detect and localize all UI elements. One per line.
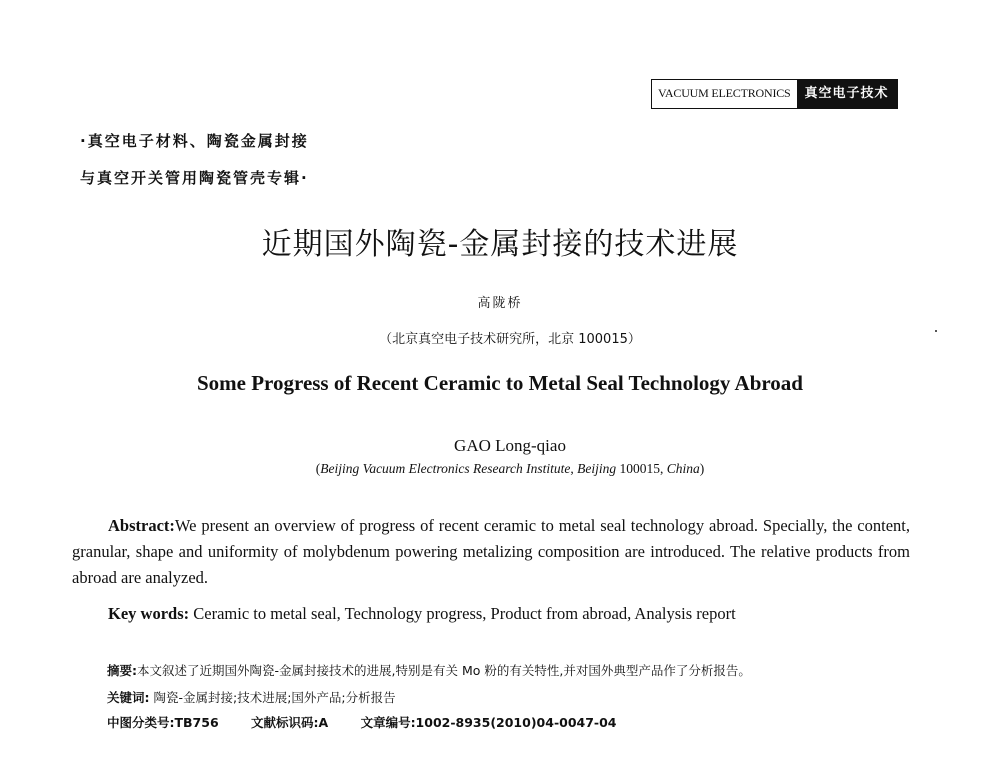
keywords-cn [107,688,396,706]
journal-header [651,79,898,109]
abstract-en [72,513,910,591]
affiliation-institute: Beijing Vacuum Electronics Research Institute [320,461,571,476]
keywords-en-text: Ceramic to metal seal, Technology progress, Product from abroad, Analysis report [189,604,736,623]
affiliation-separator: , [570,461,578,476]
scan-artifact-dot [935,330,937,332]
abstract-en-label: Abstract: [108,516,175,535]
affiliation-country: China [666,461,700,476]
affiliation-city: Beijing [577,461,617,476]
document-code: 文献标识码:A [251,715,329,730]
journal-name-cn: 真空电子技术 [797,80,897,108]
series-title-line-1: ·真空电子材料、陶瓷金属封接 [80,132,309,150]
abstract-cn [107,661,751,679]
journal-name-en: VACUUM ELECTRONICS [652,80,797,108]
affiliation-en [10,461,1000,477]
affiliation-cn: （北京真空电子技术研究所，北京 100015） [379,332,641,347]
affiliation-paren-close: ) [699,461,705,476]
article-number: 文章编号:1002-8935(2010)04-0047-04 [360,715,617,730]
keywords-cn-text: 陶瓷-金属封接;技术进展;国外产品;分析报告 [149,690,396,705]
affiliation-zip: 100015, [616,461,667,476]
keywords-en-label: Key words: [108,604,190,623]
abstract-en-text: We present an overview of progress of recent ceramic to metal seal technology abroad. Specially, the content, granular, shape and uniformity of molybdenum powering metalizing composition are introduced. The relative products from abroad are analyzed. [72,516,910,587]
keywords-en [108,602,908,626]
author-en: GAO Long-qiao [454,436,566,455]
series-title-line-2: 与真空开关管用陶瓷管壳专辑· [80,169,309,187]
paper-title-cn: 近期国外陶瓷-金属封接的技术进展 [261,227,739,262]
paper-title-en: Some Progress of Recent Ceramic to Metal Seal Technology Abroad [196,371,803,395]
author-cn: 高陇桥 [477,296,523,311]
abstract-cn-text: 本文叙述了近期国外陶瓷-金属封接技术的进展,特别是有关 Mo 粉的有关特性,并对国外典型产品作了分析报告。 [137,663,751,678]
abstract-cn-label: 摘要: [107,663,137,678]
keywords-cn-label: 关键词: [107,690,150,705]
classification-line [107,713,645,731]
affiliation-paren-open: ( [315,461,321,476]
clc-number: 中图分类号:TB756 [107,715,219,730]
